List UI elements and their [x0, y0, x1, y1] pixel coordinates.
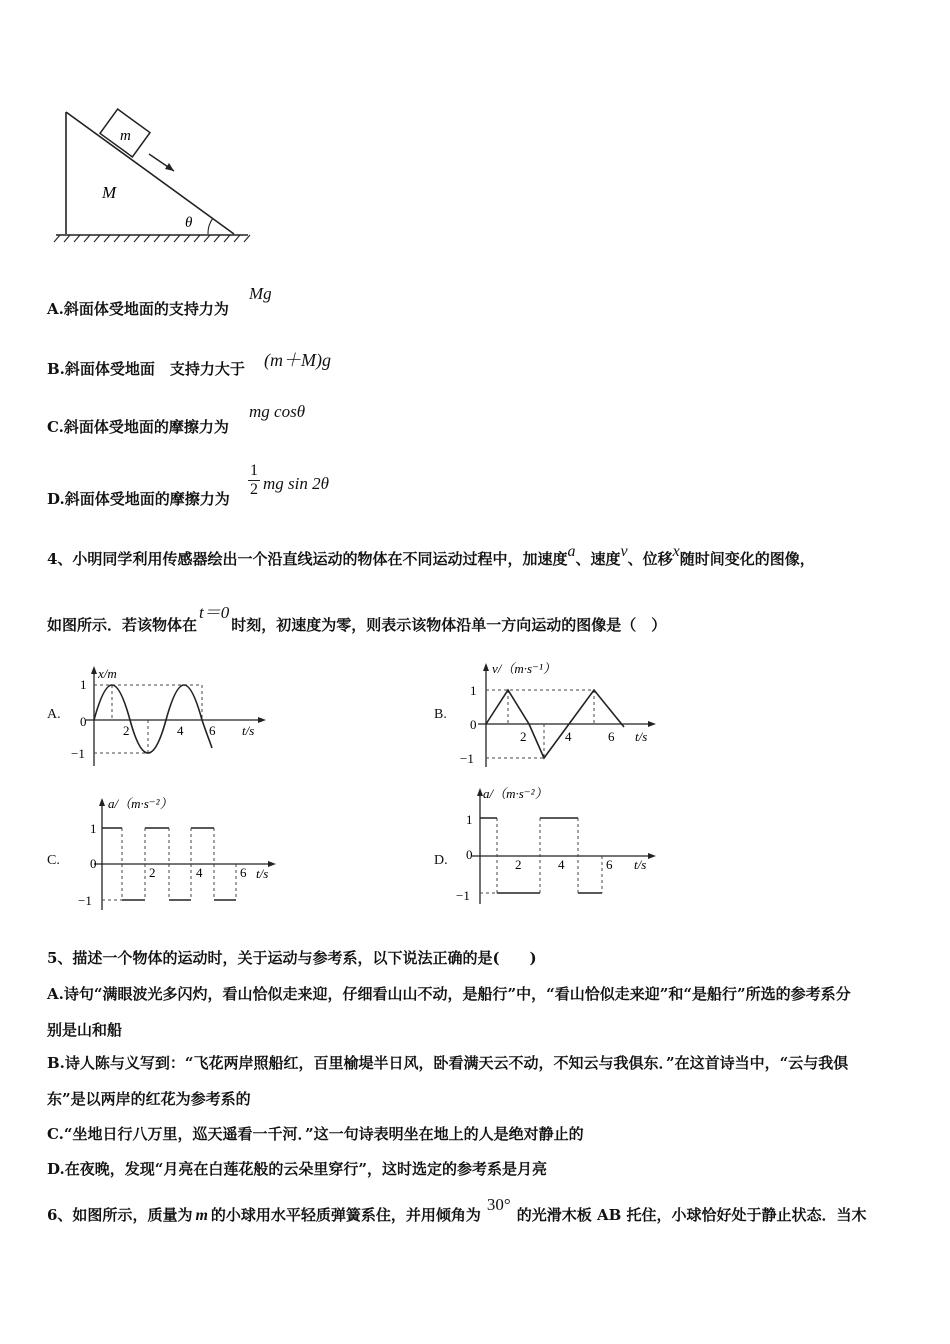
graph-c-xtick-2: 2	[149, 865, 156, 880]
option-c: C.斜面体受地面的摩擦力为	[47, 418, 229, 436]
q5-stem: 5、描述一个物体的运动时，关于运动与参考系，以下说法正确的是( )	[47, 949, 537, 967]
graph-b-xtick-6: 6	[608, 729, 615, 744]
graph-c-ytick-1: 1	[90, 821, 97, 836]
graph-a-xlabel: t/s	[242, 723, 255, 738]
graph-b-ylabel: v/（m·s⁻¹）	[492, 661, 556, 676]
graph-b-ytick-neg1: −1	[460, 751, 474, 766]
graph-a	[62, 660, 272, 772]
graph-b-ytick-0: 0	[470, 717, 477, 732]
graph-a-ylabel: x/m	[98, 666, 117, 681]
graph-b-letter: B.	[434, 707, 447, 722]
option-a: A.斜面体受地面的支持力为	[47, 300, 229, 318]
graph-c-ytick-0: 0	[90, 856, 97, 871]
graph-c-ylabel: a/（m·s⁻²）	[108, 796, 173, 811]
graph-b-ytick-1: 1	[470, 683, 477, 698]
angle-label: θ	[185, 215, 193, 231]
graph-d-xtick-2: 2	[515, 857, 522, 872]
q4-line2: 如图所示．若该物体在t＝0时刻，初速度为零，则表示该物体沿单一方向运动的图像是（ ）	[47, 603, 667, 634]
q5-option-c: C.“坐地日行八万里，巡天遥看一千河．”这一句诗表明坐在地上的人是绝对静止的	[47, 1125, 584, 1143]
graph-b	[452, 655, 667, 773]
graph-d-ytick-1: 1	[466, 812, 473, 827]
graph-d-xtick-6: 6	[606, 857, 613, 872]
graph-c-letter: C.	[47, 853, 60, 868]
graph-b-xlabel: t/s	[635, 729, 648, 744]
graph-d-ylabel: a/（m·s⁻²）	[483, 786, 548, 801]
graph-c-xtick-6: 6	[240, 865, 247, 880]
q6-line1: 6、如图所示，质量为 m 的小球用水平轻质弹簧系住，并用倾角为30°的光滑木板 AB 托住，小球恰好处于静止状态．当木	[47, 1195, 867, 1224]
option-c-math: mg cosθ	[249, 402, 306, 421]
graph-a-ytick-neg1: −1	[71, 746, 85, 761]
graph-d-ytick-0: 0	[466, 847, 473, 862]
graph-c-xtick-4: 4	[196, 865, 203, 880]
graph-a-curve	[94, 685, 212, 753]
graph-a-xtick-6: 6	[209, 723, 216, 738]
graph-d-letter: D.	[434, 853, 448, 868]
graph-b-xtick-2: 2	[520, 729, 527, 744]
graph-d-xtick-4: 4	[558, 857, 565, 872]
q5-option-b-line2: 东”是以两岸的红花为参考系的	[47, 1090, 251, 1108]
graph-a-ytick-0: 0	[80, 714, 87, 729]
block-label: m	[120, 128, 131, 144]
q5-option-b-line1: B.诗人陈与义写到：“飞花两岸照船红，百里榆堤半日风，卧看满天云不动，不知云与我俱东．”在这首诗当中，“云与我俱	[47, 1054, 849, 1072]
option-d-math: mg sin 2θ	[263, 474, 329, 493]
graph-c-ytick-neg1: −1	[78, 893, 92, 908]
graph-d	[452, 780, 667, 908]
q5-option-d: D.在夜晚，发现“月亮在白莲花般的云朵里穿行”，这时选定的参考系是月亮	[47, 1160, 547, 1178]
graph-a-letter: A.	[47, 707, 61, 722]
option-a-math: Mg	[249, 284, 272, 303]
option-b-math: (m＋M)g	[264, 350, 331, 370]
graph-b-xtick-4: 4	[565, 729, 572, 744]
graph-a-ytick-1: 1	[80, 677, 87, 692]
graph-d-ytick-neg1: −1	[456, 888, 470, 903]
option-d-fraction: 1 2	[250, 462, 258, 498]
q4-line1: 4、小明同学利用传感器绘出一个沿直线运动的物体在不同运动过程中，加速度a、速度v、位移x随时间变化的图像，	[47, 543, 815, 568]
q5-option-a-line2: 别是山和船	[47, 1021, 123, 1039]
q5-option-a-line1: A.诗句“满眼波光多闪灼，看山恰似走来迎，仔细看山山不动，是船行”中，“看山恰似走来迎”和“是船行”所选的参考系分	[47, 985, 851, 1003]
graph-c-xlabel: t/s	[256, 866, 269, 881]
graph-a-xtick-4: 4	[177, 723, 184, 738]
graph-d-xlabel: t/s	[634, 857, 647, 872]
option-d: D.斜面体受地面的摩擦力为	[47, 490, 230, 508]
option-b: B.斜面体受地面 支持力大于	[47, 360, 245, 378]
graph-a-xtick-2: 2	[123, 723, 130, 738]
incline-figure	[50, 100, 260, 245]
incline-label: M	[102, 183, 117, 202]
graph-c	[62, 788, 282, 913]
